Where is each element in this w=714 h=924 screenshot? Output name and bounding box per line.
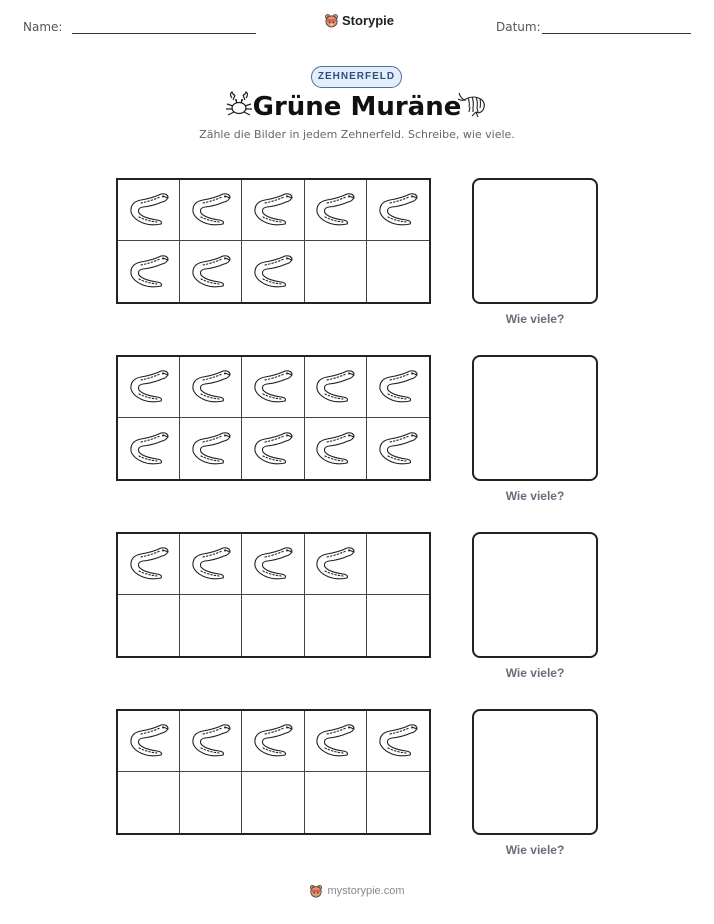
ten-frame-cell [180, 534, 242, 595]
ten-frame-cell [242, 241, 304, 302]
ten-frame-cell [180, 711, 242, 772]
ten-frame-cell [242, 180, 304, 241]
moray-eel-icon [251, 252, 295, 292]
ten-frame-cell [118, 534, 180, 595]
moray-eel-icon [127, 252, 171, 292]
moray-eel-icon [189, 544, 233, 584]
moray-eel-icon [313, 544, 357, 584]
ten-frame-cell [180, 241, 242, 302]
ten-frame-cell [305, 180, 367, 241]
moray-eel-icon [313, 429, 357, 469]
ten-frame-cell [180, 180, 242, 241]
moray-eel-icon [251, 367, 295, 407]
moray-eel-icon [376, 367, 420, 407]
ten-frame-cell [180, 595, 242, 656]
moray-eel-icon [127, 367, 171, 407]
ten-frame-cell [242, 534, 304, 595]
answer-box[interactable] [472, 532, 598, 658]
bear-mascot-icon [324, 13, 339, 28]
ten-frame-cell [242, 711, 304, 772]
ten-frame-cell [180, 772, 242, 833]
ten-frame-cell [305, 595, 367, 656]
answer-box[interactable] [472, 355, 598, 481]
ten-frame-cell [242, 595, 304, 656]
moray-eel-icon [127, 544, 171, 584]
answer-label: Wie viele? [505, 843, 565, 857]
ten-frame-cell [118, 180, 180, 241]
ten-frame-cell [180, 418, 242, 479]
name-label: Name: [23, 20, 63, 34]
shrimp-icon [458, 92, 490, 120]
moray-eel-icon [251, 190, 295, 230]
moray-eel-icon [313, 721, 357, 761]
footer-url[interactable]: mystorypie.com [327, 885, 405, 897]
moray-eel-icon [127, 429, 171, 469]
ten-frame-cell [118, 357, 180, 418]
ten-frame-cell [305, 772, 367, 833]
ten-frame-cell [305, 711, 367, 772]
ten-frame-cell [367, 418, 429, 479]
name-field[interactable] [72, 33, 256, 34]
ten-frame-cell [367, 534, 429, 595]
ten-frame-cell [242, 418, 304, 479]
moray-eel-icon [189, 721, 233, 761]
ten-frame-cell [118, 772, 180, 833]
ten-frame [116, 355, 431, 481]
category-badge: ZEHNERFELD [311, 66, 402, 88]
ten-frame-cell [305, 241, 367, 302]
ten-frame-cell [367, 772, 429, 833]
ten-frame-cell [367, 357, 429, 418]
ten-frame [116, 709, 431, 835]
answer-box[interactable] [472, 709, 598, 835]
moray-eel-icon [251, 429, 295, 469]
ten-frame [116, 178, 431, 304]
ten-frame-cell [242, 357, 304, 418]
ten-frame-cell [242, 772, 304, 833]
answer-label: Wie viele? [505, 489, 565, 503]
bear-mascot-icon [309, 884, 323, 898]
footer [0, 884, 714, 898]
moray-eel-icon [376, 429, 420, 469]
ten-frame-cell [118, 241, 180, 302]
page-title: Grüne Muräne [252, 92, 462, 122]
answer-label: Wie viele? [505, 312, 565, 326]
moray-eel-icon [127, 721, 171, 761]
ten-frame-cell [118, 711, 180, 772]
instructions: Zähle die Bilder in jedem Zehnerfeld. Schreibe, wie viele. [199, 128, 515, 141]
ten-frame-cell [180, 357, 242, 418]
ten-frame-cell [367, 595, 429, 656]
moray-eel-icon [313, 190, 357, 230]
answer-box[interactable] [472, 178, 598, 304]
ten-frame-cell [305, 357, 367, 418]
moray-eel-icon [189, 190, 233, 230]
date-label: Datum: [496, 20, 541, 34]
ten-frame [116, 532, 431, 658]
moray-eel-icon [189, 429, 233, 469]
moray-eel-icon [313, 367, 357, 407]
moray-eel-icon [376, 721, 420, 761]
ten-frame-cell [367, 241, 429, 302]
moray-eel-icon [189, 252, 233, 292]
date-field[interactable] [542, 33, 691, 34]
brand-name: Storypie [342, 13, 395, 28]
answer-label: Wie viele? [505, 666, 565, 680]
moray-eel-icon [376, 190, 420, 230]
ten-frame-cell [305, 534, 367, 595]
title-row [0, 88, 714, 126]
ten-frame-cell [118, 418, 180, 479]
ten-frame-cell [118, 595, 180, 656]
moray-eel-icon [251, 544, 295, 584]
ten-frame-cell [305, 418, 367, 479]
ten-frame-cell [367, 180, 429, 241]
moray-eel-icon [251, 721, 295, 761]
brand-logo [324, 13, 394, 28]
moray-eel-icon [189, 367, 233, 407]
ten-frame-cell [367, 711, 429, 772]
moray-eel-icon [127, 190, 171, 230]
